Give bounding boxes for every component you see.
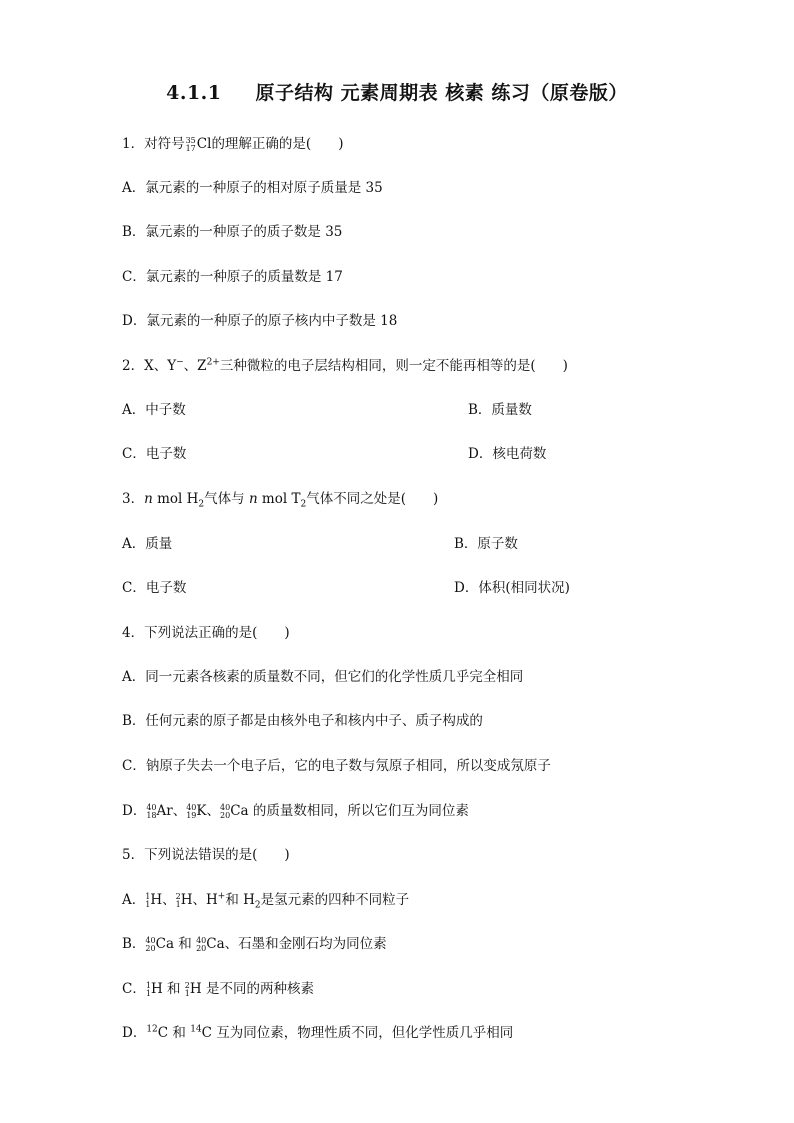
q2-stem-post: 三种微粒的电子层结构相同，则一定不能再相等的是( ) <box>219 358 568 374</box>
q1-atomic-number: 17 <box>185 143 196 153</box>
q3-t4: 气体不同之处是( ) <box>306 491 439 507</box>
q2-option-d: D．核电荷数 <box>468 446 547 462</box>
q4-option-a: A．同一元素各核素的质量数不同，但它们的化学性质几乎完全相同 <box>122 669 524 685</box>
q3-sub1: 2 <box>198 499 205 510</box>
q1-option-a: A．氯元素的一种原子的相对原子质量是 35 <box>122 180 383 196</box>
q5-d-e1: C 和 <box>157 1025 191 1041</box>
q3-number: 3． <box>122 491 145 507</box>
q1-symbol: Cl <box>196 136 212 152</box>
q3-option-a: A．质量 <box>122 536 173 552</box>
q5-b-nuclide1 <box>145 937 155 953</box>
q4-option-d <box>122 801 469 821</box>
q4-d-nuclide2 <box>186 804 196 820</box>
q4-d-z2: 19 <box>186 810 197 820</box>
q4-d-mass2: 40 <box>186 802 197 812</box>
q3-t3: mol T <box>257 491 301 507</box>
q1-mass-number: 35 <box>185 135 196 145</box>
q5-c-pre: C． <box>122 981 146 997</box>
q4-d-mass1: 40 <box>146 802 157 812</box>
q5-c-mass1: 1 <box>145 980 151 990</box>
q2-stem <box>122 356 568 376</box>
q5-c-z2: 1 <box>184 988 190 998</box>
q3-option-c: C．电子数 <box>122 580 187 596</box>
q5-d-pre: D． <box>122 1025 147 1041</box>
q4-stem: 4．下列说法正确的是( ) <box>122 625 290 641</box>
q5-a-z1: 1 <box>145 899 151 909</box>
q5-stem: 5．下列说法错误的是( ) <box>122 847 290 863</box>
q4-option-c: C．钠原子失去一个电子后，它的电子数与氖原子相同，所以变成氖原子 <box>122 758 551 774</box>
q5-option-d <box>122 1023 513 1043</box>
q5-a-mass2: 2 <box>175 891 181 901</box>
q3-sub2: 2 <box>300 499 307 510</box>
q2-stem-pre: 2．X、Y <box>122 358 177 374</box>
q5-d-e2: C 互为同位素，物理性质不同，但化学性质几乎相同 <box>201 1025 514 1041</box>
q1-nuclide-indices <box>186 137 196 153</box>
q5-b-nuclide2 <box>196 937 206 953</box>
q1-option-d: D．氯元素的一种原子的原子核内中子数是 18 <box>122 313 398 329</box>
q2-option-a: A．中子数 <box>122 402 186 418</box>
q5-d-mass1: 12 <box>146 1024 158 1035</box>
q3-option-d: D．体积(相同状况) <box>454 580 570 596</box>
title-text: 原子结构 元素周期表 核素 练习（原卷版） <box>255 82 628 104</box>
q3-n2: n <box>248 491 258 507</box>
q5-b-z1: 20 <box>145 943 156 953</box>
q5-option-b <box>122 934 387 954</box>
q5-d-mass2: 14 <box>190 1024 202 1035</box>
q3-n1: n <box>144 491 153 507</box>
q3-t1: mol H <box>152 491 199 507</box>
q5-option-c <box>122 979 314 999</box>
q5-a-plus: + <box>217 891 226 902</box>
q5-c-e1: H 和 <box>150 981 185 997</box>
q4-d-mass3: 40 <box>220 802 231 812</box>
q1-stem <box>122 134 343 154</box>
q4-d-nuclide3 <box>220 804 230 820</box>
q4-d-pre: D． <box>122 803 147 819</box>
q5-c-e2: H 是不同的两种核素 <box>189 981 314 997</box>
q5-a-e4: 是氢元素的四种不同粒子 <box>260 892 410 908</box>
q4-d-e1: Ar、 <box>156 803 187 819</box>
q5-a-mass1: 1 <box>145 891 151 901</box>
q5-a-pre: A． <box>122 892 146 908</box>
q3-option-b: B．原子数 <box>454 536 518 552</box>
q1-stem-post: 的理解正确的是( ) <box>211 136 344 152</box>
q4-d-z3: 20 <box>220 810 231 820</box>
q4-d-z1: 18 <box>146 810 157 820</box>
q4-option-b: B．任何元素的原子都是由核外电子和核内中子、质子构成的 <box>122 713 483 729</box>
q2-z-charge: 2+ <box>206 357 220 368</box>
q2-option-b: B．质量数 <box>468 402 532 418</box>
q5-b-e1: Ca 和 <box>155 936 197 952</box>
q5-a-e2: H、H <box>180 892 218 908</box>
q5-a-sub: 2 <box>254 900 261 911</box>
q2-y-charge: − <box>176 357 184 368</box>
q4-d-e2: K、 <box>196 803 220 819</box>
q5-a-z2: 1 <box>175 899 181 909</box>
q5-a-e3: 和 H <box>225 892 255 908</box>
q3-stem <box>122 489 438 509</box>
title-number: 4.1.1 <box>166 82 222 104</box>
q2-stem-mid: 、Z <box>183 358 207 374</box>
q5-b-e2: Ca、石墨和金刚石均为同位素 <box>206 936 387 952</box>
q5-b-mass1: 40 <box>145 935 156 945</box>
q5-a-e1: H、 <box>150 892 176 908</box>
q1-option-c: C．氯元素的一种原子的质量数是 17 <box>122 269 343 285</box>
q5-option-a <box>122 890 409 910</box>
q5-c-z1: 1 <box>145 988 151 998</box>
q1-option-b: B．氯元素的一种原子的质子数是 35 <box>122 224 343 240</box>
page-title <box>0 78 794 105</box>
q4-d-nuclide1 <box>146 804 156 820</box>
q5-b-z2: 20 <box>196 943 207 953</box>
q5-c-mass2: 2 <box>184 980 190 990</box>
q5-b-mass2: 40 <box>196 935 207 945</box>
q3-t2: 气体与 <box>204 491 249 507</box>
q4-d-e3: Ca 的质量数相同，所以它们互为同位素 <box>230 803 469 819</box>
q5-b-pre: B． <box>122 936 146 952</box>
q2-option-c: C．电子数 <box>122 446 187 462</box>
q1-stem-pre: 1．对符号 <box>122 136 185 152</box>
